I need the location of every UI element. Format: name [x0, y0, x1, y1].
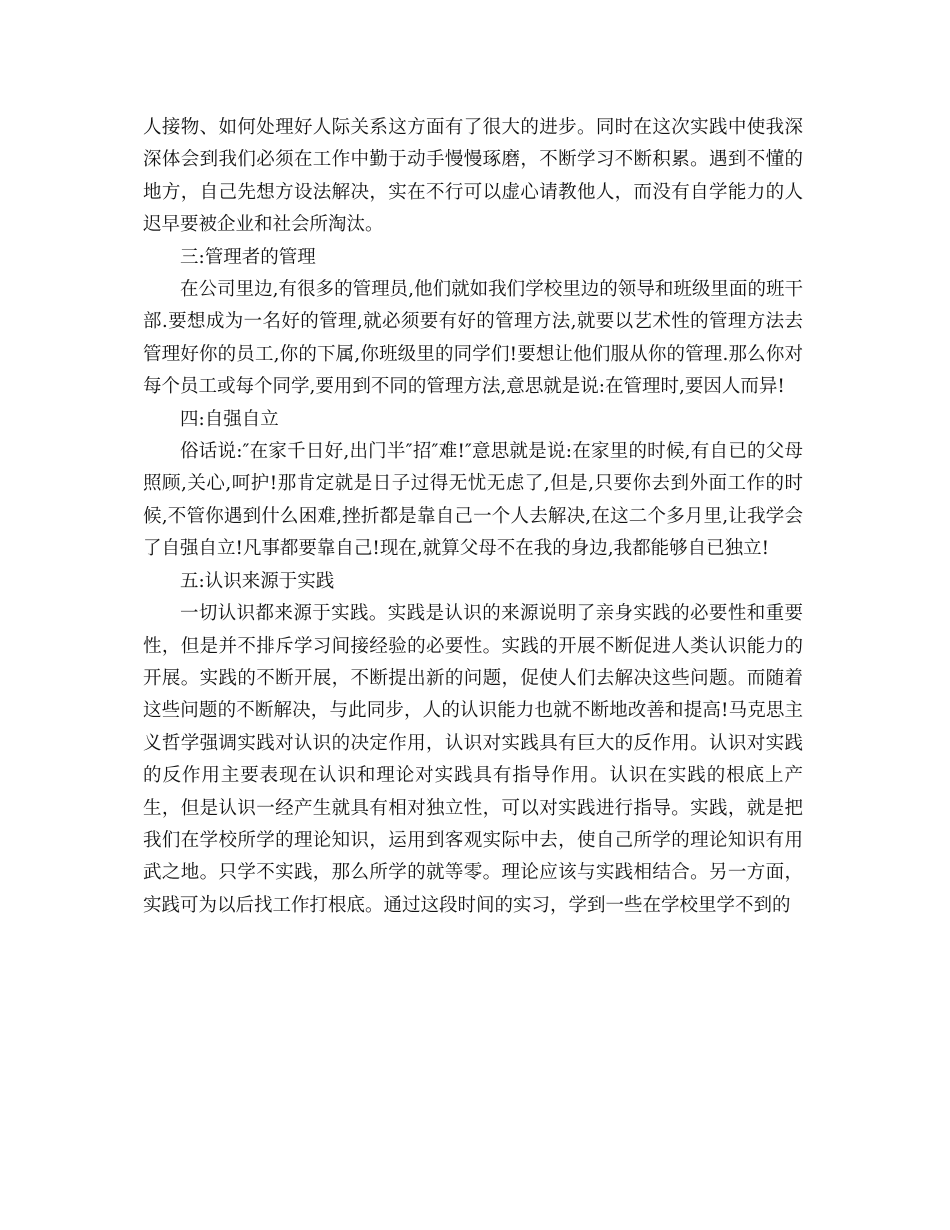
paragraph-self-reliance: 俗话说:″在家千日好,出门半″招″难!″意思就是说:在家里的时候,有自已的父母照顾,关心,呵护!那肯定就是日子过得无忧无虑了,但是,只要你去到外面工作的时候,不管你遇到什么困难,挫折都是靠自己一个人去解决,在这二个多月里,让我学会了自强自立!凡事都要靠自己!现在,就算父母不在我的身边,我都能够自已独立! — [143, 441, 803, 560]
document-page — [143, 112, 803, 922]
paragraph-practice: 一切认识都来源于实践。实践是认识的来源说明了亲身实践的必要性和重要性，但是并不排斥学习间接经验的必要性。实践的开展不断促进人类认识能力的开展。实践的不断开展，不断提出新的问题，促使人们去解决这些问题。而随着这些问题的不断解决，与此同步，人的认识能力也就不断地改善和提高!马克思主义哲学强调实践对认识的决定作用，认识对实践具有巨大的反作用。认识对实践的反作用主要表现在认识和理论对实践具有指导作用。认识在实践的根底上产生，但是认识一经产生就具有相对独立性，可以对实践进行指导。实践，就是把我们在学校所学的理论知识，运用到客观实际中去，使自己所学的理论知识有用武之地。只学不实践，那么所学的就等零。理论应该与实践相结合。另一方面，实践可为以后找工作打根底。通过这段时间的实习，学到一些在学校里学不到的 — [143, 603, 804, 916]
paragraph-management: 在公司里边,有很多的管理员,他们就如我们学校里边的领导和班级里面的班干部.要想成为一名好的管理,就必须要有好的管理方法,就要以艺术性的管理方法去管理好你的员工,你的下属,你班级里的同学们!要想让他们服从你的管理.那么你对每个员工或每个同学,要用到不同的管理方法,意思就是说:在管理时,要因人而异! — [143, 279, 803, 398]
paragraph-continued: 人接物、如何处理好人际关系这方面有了很大的进步。同时在这次实践中使我深深体会到我们必须在工作中勤于动手慢慢琢磨，不断学习不断积累。遇到不懂的地方，自己先想方设法解决，实在不行可以虚心请教他人，而没有自学能力的人迟早要被企业和社会所淘汰。 — [143, 117, 803, 236]
section-heading-management: 三:管理者的管理 — [180, 246, 316, 268]
section-heading-practice: 五:认识来源于实践 — [180, 570, 335, 592]
section-heading-self-reliance: 四:自强自立 — [180, 408, 279, 430]
